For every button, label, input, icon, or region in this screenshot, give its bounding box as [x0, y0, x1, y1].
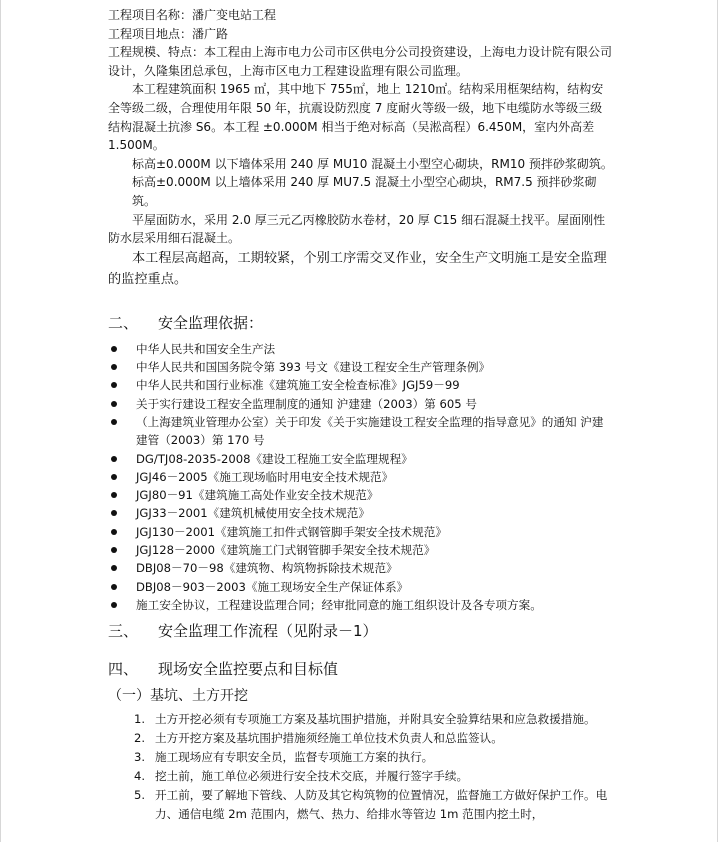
list-item: 4. 挖土前，施工单位必须进行安全技术交底，并履行签字手续。: [134, 769, 469, 784]
list-item: （上海建筑业管理办公室）关于印发《关于实施建设工程安全监理的指导意见》的通知 沪建建管（2003）第 170 号: [108, 413, 613, 450]
list-item: JGJ80－91《建筑施工高处作业安全技术规范》: [108, 486, 613, 504]
list-item: 施工安全协议，工程建设监理合同；经审批同意的施工组织设计及各专项方案。: [108, 596, 613, 614]
bullet-icon: [111, 510, 117, 516]
section-4-title: 现场安全监控要点和目标值: [158, 660, 339, 679]
overview-scale: 工程规模、特点：本工程由上海市电力公司市区供电分公司投资建设，上海电力设计院有限公司设计，久隆集团总承包，上海市区电力工程建设监理有限公司监理。: [108, 45, 613, 78]
list-item: JGJ130－2001《建筑施工扣件式钢管脚手架安全技术规范》: [108, 523, 613, 541]
section-3-title: 安全监理工作流程（见附录－1）: [158, 622, 378, 641]
section-2-number: 二、: [108, 313, 139, 332]
bullet-icon: [111, 565, 117, 571]
bullet-icon: [111, 474, 117, 480]
bullet-icon: [111, 364, 117, 370]
list-item: 3. 施工现场应有专职安全员，监督专项施工方案的执行。: [134, 750, 434, 765]
list-item: DBJ08－70－98《建筑物、构筑物拆除技术规范》: [108, 559, 613, 577]
overview-area: 本工程建筑面积 1965 ㎡，其中地下 755㎡，地上 1210㎡。结构采用框架结构，结构安全等级二级，合理使用年限 50 年，抗震设防烈度 7 度耐火等级一级，地下电缆防水等级三级结构混凝土抗渗 S6。本工程 ±0.000M 相当于绝对标高（吴淞高程）6.450M，室内外高差 1.500M。: [108, 82, 604, 153]
section-4-number: 四、: [108, 660, 139, 679]
bullet-icon: [111, 584, 117, 590]
overview-focus: 本工程层高超高，工期较紧，个别工序需交叉作业，安全生产文明施工是安全监理的监控重点。: [108, 250, 607, 287]
list-item: 2. 土方开挖方案及基坑围护措施须经施工单位技术负责人和总监签认。: [134, 731, 503, 746]
list-item: 中华人民共和国安全生产法: [108, 340, 613, 358]
overview-wall-above: 标高±0.000M 以上墙体采用 240 厚 MU7.5 混凝土小型空心砌块，RM7.5 预拌砂浆砌筑。: [132, 175, 597, 208]
section-2-heading: [108, 312, 613, 334]
list-item: 1. 土方开挖必须有专项施工方案及基坑围护措施，并附具安全验算结果和应急救援措施。: [134, 712, 596, 727]
list-item: JGJ46－2005《施工现场临时用电安全技术规范》: [108, 468, 613, 486]
bullet-icon: [111, 456, 117, 462]
list-item: 中华人民共和国行业标准《建筑施工安全检查标准》JGJ59－99: [108, 376, 613, 394]
list-item: 中华人民共和国国务院令第 393 号文《建设工程安全生产管理条例》: [108, 358, 613, 376]
bullet-icon: [111, 382, 117, 388]
section-2-title: 安全监理依据：: [158, 313, 264, 332]
excavation-steps: [108, 710, 613, 824]
list-item: JGJ128－2000《建筑施工门式钢管脚手架安全技术规范》: [108, 541, 613, 559]
document-body: [108, 6, 613, 824]
list-item: DG/TJ08-2035-2008《建设工程施工安全监理规程》: [108, 450, 613, 468]
bullet-icon: [111, 602, 117, 608]
bullet-icon: [111, 547, 117, 553]
bullet-icon: [111, 529, 117, 535]
overview-wall-below: 标高±0.000M 以下墙体采用 240 厚 MU10 混凝土小型空心砌块，RM10 预拌砂浆砌筑。: [132, 156, 613, 171]
section-3-number: 三、: [108, 622, 139, 641]
project-location: 工程项目地点：潘广路: [108, 26, 229, 41]
list-item: 5. 开工前，要了解地下管线、人防及其它构筑物的位置情况，监督施工方做好保护工作。电力、通信电缆 2m 范围内，燃气、热力、给排水等管边 1m 范围内挖土时，: [134, 788, 608, 822]
overview-roof: 平屋面防水，采用 2.0 厚三元乙丙橡胶防水卷材，20 厚 C15 细石混凝土找平。屋面刚性防水层采用细石混凝土。: [108, 212, 606, 246]
list-item: 关于实行建设工程安全监理制度的通知 沪建建（2003）第 605 号: [108, 395, 613, 413]
bullet-icon: [111, 492, 117, 498]
bullet-icon: [111, 401, 117, 407]
bullet-icon: [111, 419, 117, 425]
list-item: DBJ08－903－2003《施工现场安全生产保证体系》: [108, 578, 613, 596]
project-name: 工程项目名称：潘广变电站工程: [108, 8, 277, 22]
section-4-heading: [108, 658, 613, 680]
basis-list: [108, 340, 613, 614]
subsection-1-heading: （一）基坑、土方开挖: [108, 688, 248, 705]
section-3-heading: [108, 620, 613, 642]
bullet-icon: [111, 346, 117, 352]
list-item: JGJ33－2001《建筑机械使用安全技术规范》: [108, 504, 613, 522]
